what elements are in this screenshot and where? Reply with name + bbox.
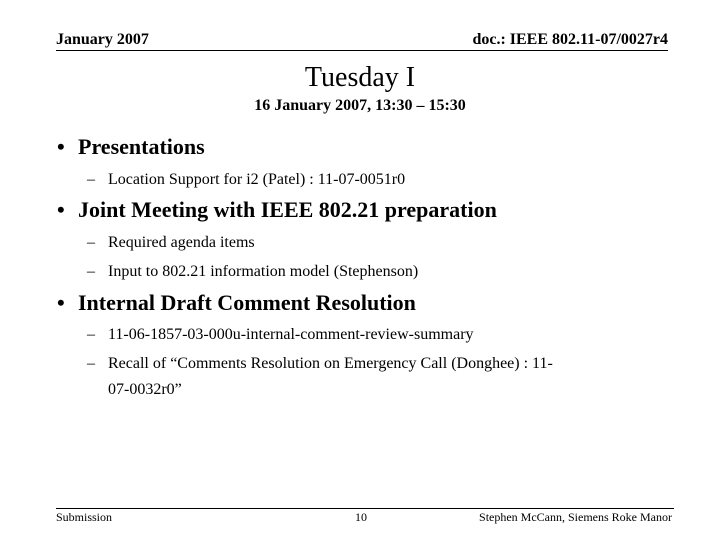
dash-icon: – — [87, 355, 95, 372]
header-doc-id: doc.: IEEE 802.11-07/0027r4 — [472, 31, 668, 48]
footer-divider — [56, 508, 674, 509]
bullet-icon: • — [57, 290, 65, 315]
header-date: January 2007 — [56, 31, 149, 48]
dash-icon: – — [87, 234, 95, 251]
sub-item — [87, 320, 474, 349]
sub-item — [87, 349, 553, 378]
sub-item — [87, 228, 255, 257]
sub-item-text: Input to 802.21 information model (Stephenson) — [108, 263, 419, 280]
sub-item — [87, 165, 405, 194]
header-divider — [56, 50, 668, 51]
sub-item-text: 11-06-1857-03-000u-internal-comment-review-summary — [108, 326, 474, 343]
bullet-icon: • — [57, 134, 65, 159]
sub-item-text: Location Support for i2 (Patel) : 11-07-0051r0 — [108, 171, 406, 188]
page-number: 10 — [355, 510, 367, 524]
sub-item-text: Recall of “Comments Resolution on Emergency Call (Donghee) : 11- — [108, 355, 553, 372]
dash-icon: – — [87, 263, 95, 280]
slide-subtitle: 16 January 2007, 13:30 – 15:30 — [254, 97, 466, 114]
bullet-label: Joint Meeting with IEEE 802.21 preparation — [78, 197, 497, 222]
bullet-comment-resolution — [57, 290, 416, 316]
bullet-joint-meeting — [57, 197, 497, 223]
footer-left: Submission — [56, 510, 113, 524]
sub-item-text: Required agenda items — [108, 234, 255, 251]
sub-item-continuation: 07-0032r0” — [108, 381, 182, 398]
bullet-label: Internal Draft Comment Resolution — [78, 290, 416, 315]
dash-icon: – — [87, 171, 95, 188]
sub-item — [87, 257, 418, 286]
footer-author: Stephen McCann, Siemens Roke Manor — [479, 510, 672, 524]
slide-title: Tuesday I — [304, 62, 416, 93]
bullet-icon: • — [57, 197, 65, 222]
bullet-presentations — [57, 134, 205, 160]
bullet-label: Presentations — [78, 134, 205, 159]
dash-icon: – — [87, 326, 95, 343]
